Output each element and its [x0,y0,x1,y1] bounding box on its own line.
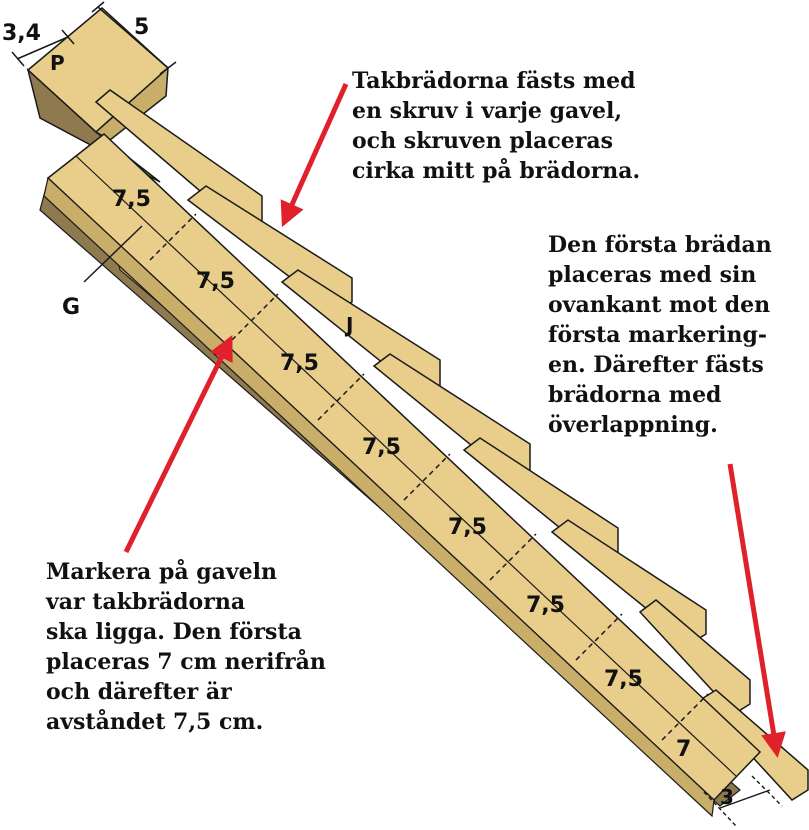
screw-callout-line: en skruv i varje gavel, [352,98,623,124]
post-width-label: 3,4 [2,21,41,46]
marking-callout-line: ska ligga. Den första [46,619,302,645]
board-letter: J [346,313,354,337]
marking-callout-line: Markera på gaveln [46,559,278,585]
marking-callout-line: avståndet 7,5 cm. [46,709,264,735]
first-board-callout-line: brädorna med [548,382,722,408]
first-board-callout [548,230,772,440]
segment-label: 7,5 [604,667,643,692]
segment-label: 7,5 [526,593,565,618]
overhang-label: 3 [720,785,734,809]
first-board-callout-line: Den första brädan [548,232,772,258]
first-board-callout-line: en. Därefter fästs [548,352,764,378]
first-board-callout-line: ovankant mot den [548,292,771,318]
segment-label: 7,5 [362,435,401,460]
marking-callout-line: var takbrädorna [46,589,246,615]
gable-letter: G [62,295,81,320]
post-letter: P [50,51,65,75]
first-board-callout-line: överlappning. [548,412,718,438]
segment-label: 7 [676,737,692,762]
segment-label: 7,5 [448,515,487,540]
screw-callout-line: och skruven placeras [352,128,613,154]
first-board-callout-line: placeras med sin [548,262,757,288]
marking-arrow [126,344,228,552]
segment-label: 7,5 [196,269,235,294]
marking-callout-line: och därefter är [46,679,232,705]
post-depth-label: 5 [134,15,150,40]
first-board-callout-line: första markering- [548,322,768,348]
screw-arrow [286,84,346,218]
screw-callout-line: Takbrädorna fästs med [352,68,636,94]
screw-callout [352,66,640,186]
marking-callout [46,557,326,737]
screw-callout-line: cirka mitt på brädorna. [352,158,641,184]
segment-label: 7,5 [112,187,151,212]
marking-callout-line: placeras 7 cm nerifrån [46,649,326,675]
segment-label: 7,5 [280,351,319,376]
